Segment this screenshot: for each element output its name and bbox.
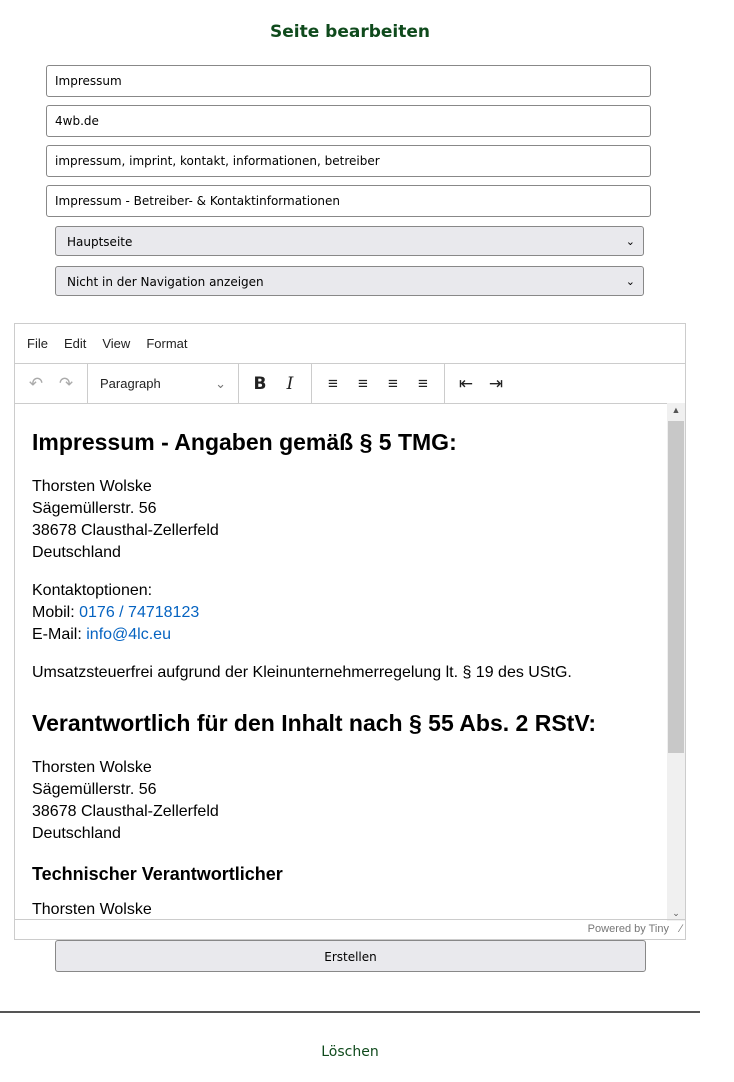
- bold-icon[interactable]: B: [253, 373, 267, 394]
- domain-input[interactable]: 4wb.de: [46, 105, 651, 137]
- resize-handle-icon[interactable]: ∕: [680, 923, 682, 935]
- indent-icon[interactable]: ⇥: [488, 373, 504, 393]
- tax-note: Umsatzsteuerfrei aufgrund der Kleinunternehmerregelung lt. § 19 des UStG.: [32, 664, 572, 681]
- align-right-icon[interactable]: ≡: [388, 373, 398, 393]
- editor-scrollbar[interactable]: [667, 403, 685, 921]
- delete-link[interactable]: Löschen: [321, 1044, 379, 1060]
- chevron-down-icon: ⌄: [215, 375, 226, 391]
- menu-file[interactable]: File: [27, 336, 48, 351]
- align-center-icon[interactable]: ≡: [358, 373, 368, 393]
- undo-icon[interactable]: ↶: [28, 373, 44, 393]
- select-value: Hauptseite: [67, 235, 133, 249]
- editor-content[interactable]: [15, 403, 667, 921]
- select-value: Nicht in der Navigation anzeigen: [67, 275, 264, 289]
- block-format-dropdown[interactable]: [94, 376, 232, 392]
- menu-format[interactable]: Format: [146, 336, 188, 351]
- parent-page-select[interactable]: [55, 226, 644, 256]
- scrollbar-thumb[interactable]: [668, 421, 684, 753]
- italic-icon[interactable]: I: [286, 373, 294, 394]
- navigation-select[interactable]: [55, 266, 644, 296]
- align-justify-icon[interactable]: ≡: [418, 373, 428, 393]
- rich-text-editor: [14, 323, 686, 940]
- powered-by[interactable]: Powered by Tiny: [587, 923, 669, 935]
- menu-edit[interactable]: Edit: [63, 336, 87, 351]
- editor-menubar: [15, 324, 685, 364]
- editor-toolbar: [15, 364, 685, 404]
- page-title: Seite bearbeiten: [269, 22, 430, 42]
- heading-impressum: Impressum - Angaben gemäß § 5 TMG:: [32, 429, 457, 455]
- divider: [0, 1011, 700, 1013]
- keywords-input[interactable]: impressum, imprint, kontakt, informationen, betreiber: [46, 145, 651, 177]
- email-link[interactable]: info@4lc.eu: [86, 626, 171, 643]
- heading-responsible: Verantwortlich für den Inhalt nach § 55 Abs. 2 RStV:: [32, 710, 597, 736]
- align-left-icon[interactable]: ≡: [328, 373, 338, 393]
- description-input[interactable]: Impressum - Betreiber- & Kontaktinformationen: [46, 185, 651, 217]
- address-block: Thorsten Wolske Sägemüllerstr. 56 38678 Clausthal-Zellerfeld Deutschland: [32, 759, 219, 842]
- address-block: Thorsten Wolske Sägemüllerstr. 56 38678 Clausthal-Zellerfeld Deutschland: [32, 478, 219, 561]
- contact-block: Kontaktoptionen: Mobil: 0176 / 74718123 E-Mail: info@4lc.eu: [32, 582, 200, 643]
- scroll-up-icon[interactable]: ▲: [671, 405, 681, 415]
- chevron-down-icon: ⌄: [625, 275, 635, 288]
- chevron-down-icon: ⌄: [625, 235, 635, 248]
- create-button[interactable]: Erstellen: [55, 940, 646, 972]
- menu-view[interactable]: View: [102, 336, 131, 351]
- outdent-icon[interactable]: ⇤: [458, 373, 474, 393]
- scroll-down-icon[interactable]: ⌄: [672, 908, 680, 918]
- editor-statusbar: [15, 919, 685, 939]
- format-value: Paragraph: [100, 375, 161, 391]
- heading-technical: Technischer Verantwortlicher: [32, 864, 283, 884]
- redo-icon[interactable]: ↷: [58, 373, 74, 393]
- phone-link[interactable]: 0176 / 74718123: [79, 604, 200, 621]
- cut-line: Thorsten Wolske: [32, 901, 152, 918]
- title-input[interactable]: Impressum: [46, 65, 651, 97]
